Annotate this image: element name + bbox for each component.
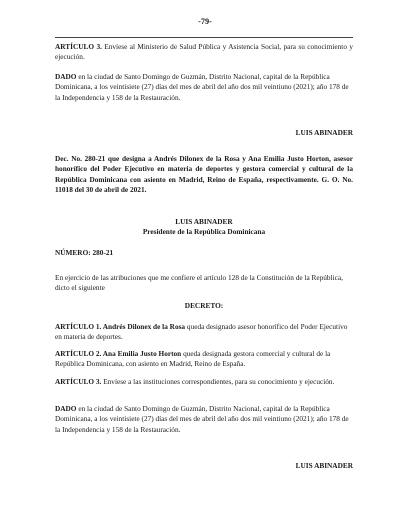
decree-number: NÚMERO: 280-21 — [55, 248, 114, 257]
dado-paragraph — [55, 404, 353, 435]
issuer-title: Presidente de la República Dominicana — [142, 227, 266, 236]
issuer-name: LUIS ABINADER — [175, 217, 233, 226]
dado-label: DADO — [55, 72, 77, 81]
article-1-paragraph — [55, 322, 353, 343]
signature: LUIS ABINADER — [295, 461, 353, 470]
dado-paragraph — [55, 72, 353, 103]
decree-summary: Dec. No. 280-21 que designa a Andrés Dilonex de la Rosa y Ana Emilia Justo Horton, asesor honorífico del Poder Ejecutivo en materia de deportes y gestora comercial y cultural de la República Dominicana con asiento en Madrid, Reino de España, respectivamente. G. O. No. 11018 del 30 de abril de 2021. — [55, 154, 353, 194]
decreto-heading: DECRETO: — [184, 301, 224, 310]
article-label: ARTÍCULO 3. — [55, 42, 102, 51]
page-number: -79- — [198, 17, 212, 26]
dado-text: en la ciudad de Santo Domingo de Guzmán, Distrito Nacional, capital de la República Dominicana, a los veintisiete (27) días del mes de abril del año dos mil veintiuno (2021); año 178 de la Independencia y 158 de la Restauración. — [55, 404, 349, 434]
preamble: En ejercicio de las atribuciones que me confiere el artículo 128 de la Constitución de la República, dicto el siguiente — [55, 273, 343, 293]
article-text: queda designado asesor honorífico del Poder Ejecutivo en materia de deportes. — [55, 322, 348, 342]
article-label: ARTÍCULO 3. — [55, 377, 102, 386]
article-text: queda designada gestora comercial y cultural de la República Dominicana, con asiento en Madrid, Reino de España. — [55, 349, 331, 369]
dado-label: DADO — [55, 404, 77, 413]
dado-text: en la ciudad de Santo Domingo de Guzmán, Distrito Nacional, capital de la República Dominicana, a los veintisiete (27) días del mes de abril del año dos mil veintiuno (2021); año 178 de la Independencia y 158 de la Restauración. — [55, 72, 349, 102]
article-text: Envíese al Ministerio de Salud Pública y Asistencia Social, para su conocimiento y ejecución. — [55, 42, 353, 62]
header-rule — [55, 37, 353, 38]
signature: LUIS ABINADER — [295, 128, 353, 137]
article-2-paragraph — [55, 349, 353, 370]
article-label: ARTÍCULO 1. Andrés Dilonex de la Rosa — [55, 322, 186, 331]
article-text: Envíese a las instituciones correspondientes, para su conocimiento y ejecución. — [101, 377, 335, 386]
article-3-paragraph — [55, 42, 353, 63]
article-label: ARTÍCULO 2. Ana Emilia Justo Horton — [55, 349, 182, 358]
article-3-paragraph — [55, 377, 353, 387]
